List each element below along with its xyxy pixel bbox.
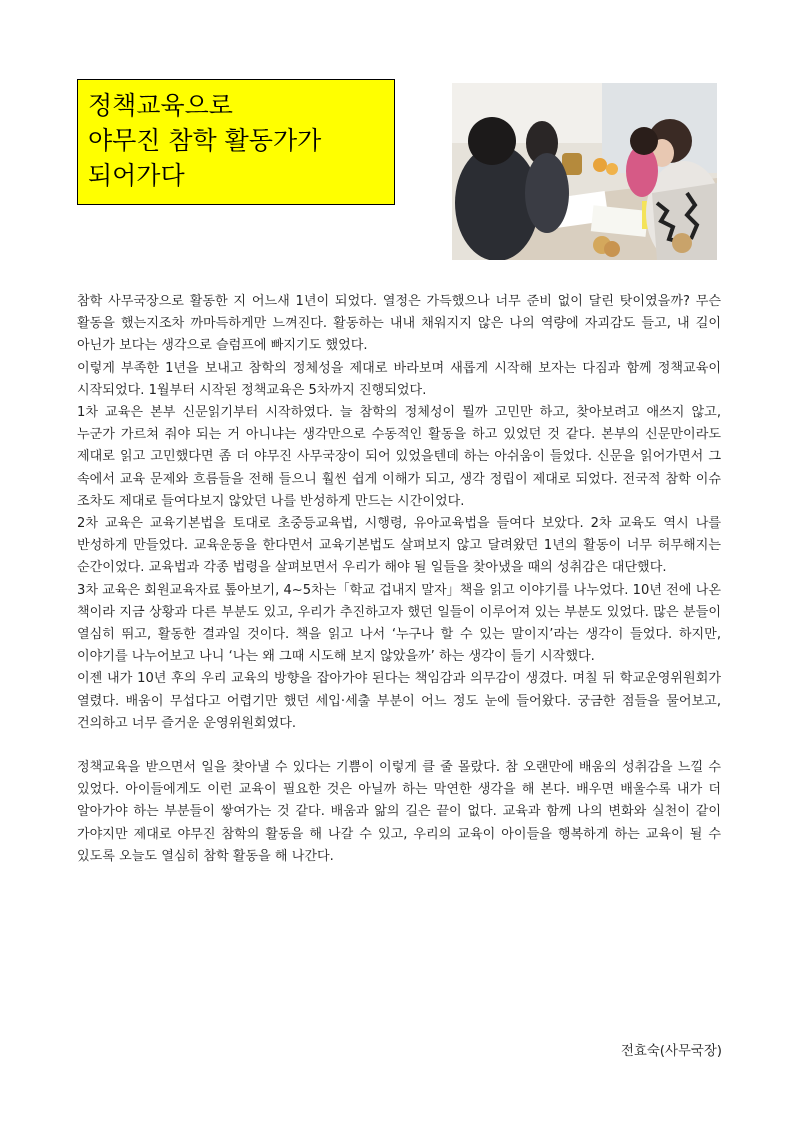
- meeting-photo: [452, 83, 717, 260]
- photo-of-meeting-icon: [452, 83, 717, 260]
- article-body: [77, 291, 721, 868]
- paragraph: 정책교육을 받으면서 일을 찾아낼 수 있다는 기쁨이 이렇게 클 줄 몰랐다. 참 오랜만에 배움의 성취감을 느낄 수 있었다. 아이들에게도 이런 교육이 필요한 것은 아닐까 하는 막연한 생각을 해 본다. 배우면 배울수록 내가 더 알아가야 하는 부분들이 쌓여가는 것 같다. 배움과 앎의 길은 끝이 없다. 교육과 함께 나의 변화와 실천이 같이 가야지만 제대로 야무진 참학의 활동을 해 나갈 수 있고, 우리의 교육이 아이들을 행복하게 하는 교육이 될 수 있도록 오늘도 열심히 참학 활동을 해 나간다.: [77, 760, 721, 864]
- paragraph: 2차 교육은 교육기본법을 토대로 초중등교육법, 시행령, 유아교육법을 들여다 보았다. 2차 교육도 역시 나를 반성하게 만들었다. 교육운동을 한다면서 교육기본법도 살펴보지 않고 달려왔던 1년의 활동이 너무 허무해지는 순간이었다. 교육법과 각종 법령을 살펴보면서 우리가 해야 될 일들을 찾아냈을 때의 성취감은 대단했다.: [77, 516, 721, 576]
- title-box: [77, 79, 395, 205]
- title-line-1: 정책교육으로: [88, 91, 233, 120]
- author-signature: 전효숙(사무국장): [621, 1044, 722, 1059]
- paragraph: 이젠 내가 10년 후의 우리 교육의 방향을 잡아가야 된다는 책임감과 의무감이 생겼다. 며칠 뒤 학교운영위원회가 열렸다. 배움이 무섭다고 어렵기만 했던 세입·세출 부분이 어느 정도 눈에 들어왔다. 궁금한 점들을 물어보고, 건의하고 너무 즐거운 운영위원회였다.: [77, 671, 721, 731]
- paragraph: 참학 사무국장으로 활동한 지 어느새 1년이 되었다. 열정은 가득했으나 너무 준비 없이 달린 탓이였을까? 무슨 활동을 했는지조차 까마득하게만 느껴진다. 활동하는 내내 채워지지 않은 나의 역량에 자괴감도 들고, 내 길이 아닌가 보다는 생각으로 슬럼프에 빠지기도 했었다.: [77, 294, 721, 354]
- paragraph: 1차 교육은 본부 신문읽기부터 시작하였다. 늘 참학의 정체성이 뭘까 고민만 하고, 찾아보려고 애쓰지 않고, 누군가 가르쳐 줘야 되는 거 아니냐는 생각만으로 수동적인 활동을 하고 있었던 것 같다. 본부의 신문만이라도 제대로 읽고 고민했다면 좀 더 야무진 사무국장이 되어 있었을텐데 하는 아쉬움이 들었다. 신문을 읽어가면서 그 속에서 교육 문제와 흐름들을 전해 들으니 훨씬 쉽게 이해가 되고, 생각 정립이 제대로 되었다. 전국적 참학 이슈 조차도 제대로 들여다보지 않았던 나를 반성하게 만드는 시간이었다.: [77, 405, 721, 509]
- paragraph: 3차 교육은 회원교육자료 톺아보기, 4~5차는「학교 겁내지 말자」책을 읽고 이야기를 나누었다. 10년 전에 나온 책이라 지금 상황과 다른 부분도 있고, 우리가 추진하고자 했던 일들이 이루어져 있는 부분도 있었다. 많은 분들이 열심히 뛰고, 활동한 결과일 것이다. 책을 읽고 나서 ‘누구나 할 수 있는 말이지’라는 생각이 들었다. 하지만, 이야기를 나누어보고 나니 ‘나는 왜 그때 시도해 보지 않았을까’ 하는 생각이 들기 시작했다.: [77, 582, 721, 665]
- paragraph: 이렇게 부족한 1년을 보내고 참학의 정체성을 제대로 바라보며 새롭게 시작해 보자는 다짐과 함께 정책교육이 시작되었다. 1월부터 시작된 정책교육은 5차까지 진행되었다.: [77, 360, 721, 398]
- title-line-2: 야무진 참학 활동가가: [88, 126, 322, 155]
- title-line-3: 되어가다: [88, 161, 185, 190]
- paragraph-gap: [77, 735, 721, 757]
